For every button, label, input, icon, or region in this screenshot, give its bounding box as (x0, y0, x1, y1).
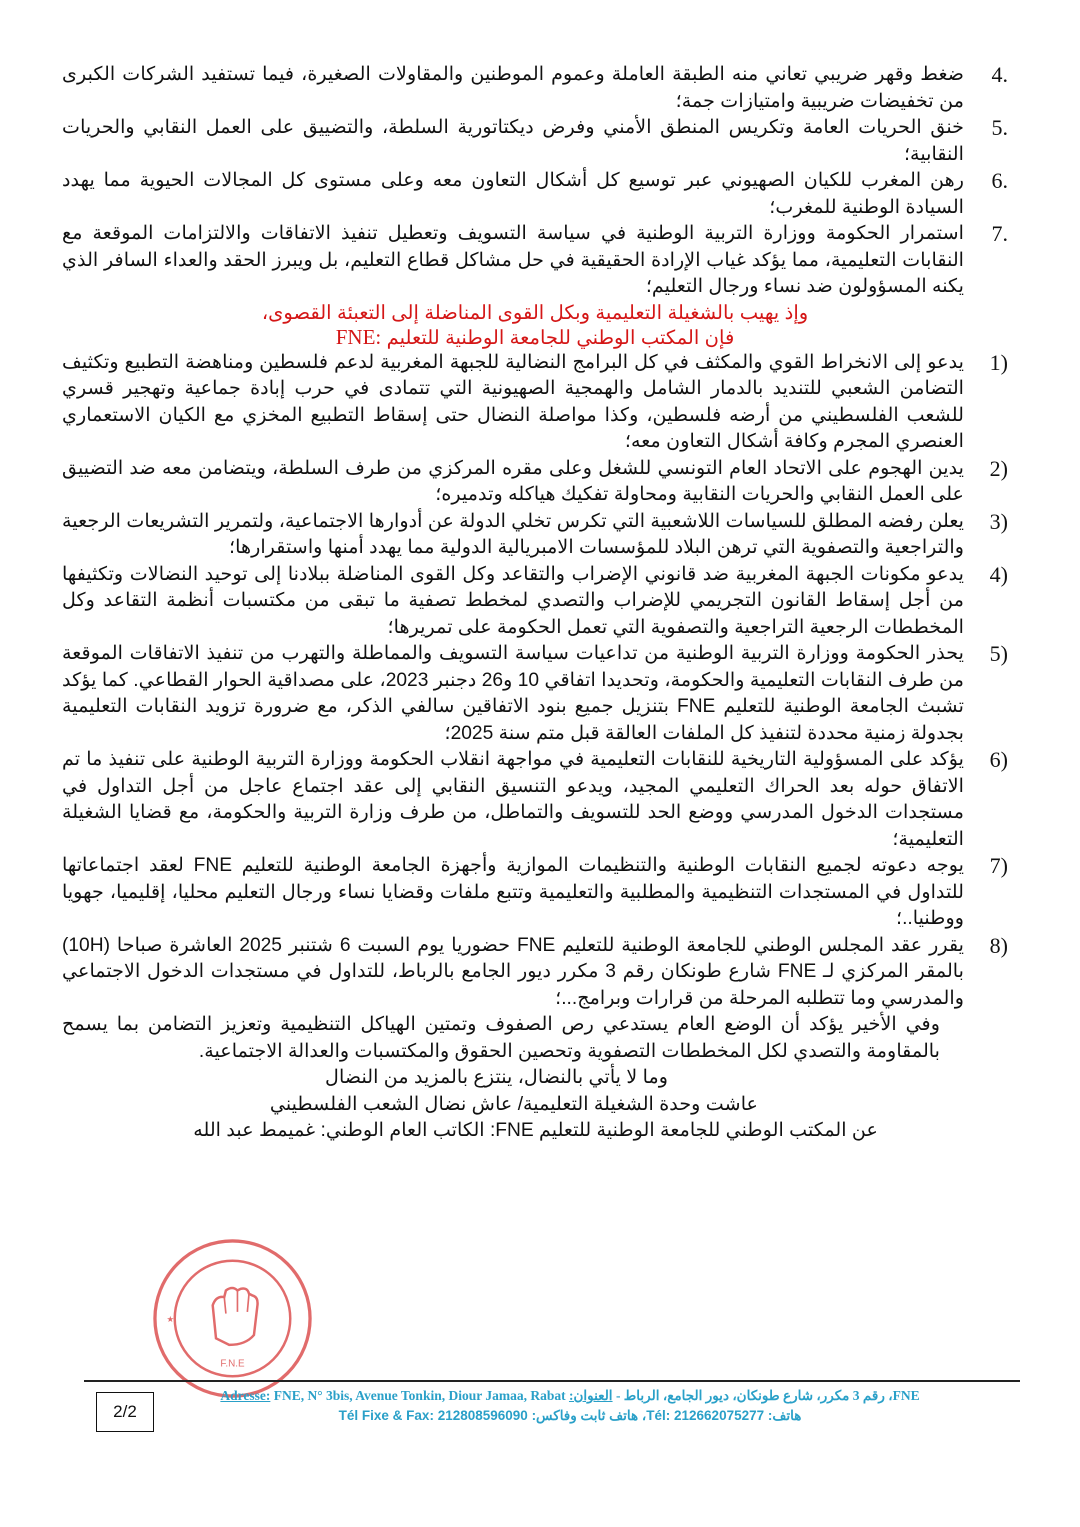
item-text: يحذر الحكومة ووزارة التربية الوطنية من تداعيات سياسة التسويف والمماطلة والتهرب من تنفيذ الاتفاقات الموقعة من طرف النقابات التعليمية والحكومة، وتحديدا اتفاقي 10 و26 دجنبر 2023، على مصداقية الحوار القطاعي. كما يؤكد تشبث الجامعة الوطنية للتعليم FNE بتنزيل جميع بنود الاتفاقين سالفي الذكر، مع ضرورة تزويد النقابات التعليمية بجدولة زمنية محددة لتنفيذ كل الملفات العالقة قبل متم سنة 2025؛ (62, 643, 964, 744)
grievance-item (62, 115, 1008, 168)
grievance-item (62, 168, 1008, 221)
stamp-star-icon: ★ (166, 1314, 174, 1324)
item-text: يقرر عقد المجلس الوطني للجامعة الوطنية للتعليم FNE حضوريا يوم السبت 6 شتنبر 2025 العاشرة صباحا (10H) بالمقر المركزي لـ FNE شارع طونكان رقم 3 مكرر ديور الجامع بالرباط، للتداول في مستجدات الدخول الاجتماعي والمدرسي وما تتطلبه المرحلة من قرارات وبرامج...؛ (62, 934, 964, 1009)
item-number: 4. (991, 62, 1008, 87)
address-ar: FNE، رقم 3 مكرر، شارع طونكان، ديور الجامع، الرباط - (615, 1388, 920, 1403)
item-number: 4) (989, 561, 1008, 587)
grievance-item (62, 221, 1008, 301)
red-heading-fne: FNE: (335, 324, 382, 349)
item-number: 3) (989, 508, 1008, 534)
resolution-item (62, 853, 1008, 933)
item-number: 7. (991, 221, 1008, 246)
fist-fingers-icon (224, 1290, 249, 1313)
item-text: ضغط وقهر ضريبي تعاني منه الطبقة العاملة وعموم الموطنين والمقاولات الصغيرة، فيما تستفيد الشركات الكبرى من تخفيضات ضريبية وامتيازات جمة؛ (62, 64, 964, 112)
resolution-item (62, 456, 1008, 509)
item-text: يدين الهجوم على الاتحاد العام التونسي للشغل وعلى مقره المركزي من طرف السلطة، ويتضامن معه ضد التضييق على العمل النقابي والحريات النقابية ومحاولة تفكيك هياكله وتدميره؛ (62, 457, 964, 505)
resolution-item (62, 747, 1008, 853)
page-number: 2/2 (96, 1392, 154, 1432)
item-number: 2) (989, 455, 1008, 481)
red-heading-line1: وإذ يهيب بالشغيلة التعليمية وبكل القوى المناضلة إلى التعبئة القصوى، (261, 301, 809, 324)
address-fr: FNE, N° 3bis, Avenue Tonkin, Diour Jamaa, Rabat (273, 1388, 566, 1403)
closing-slogan-2: عاشت وحدة الشغيلة التعليمية/ عاش نضال الشعب الفلسطيني (269, 1093, 758, 1115)
item-text: رهن المغرب للكيان الصهيوني عبر توسيع كل أشكال التعاون معه وعلى مستوى كل المجالات الحيوية مما يهدد السيادة الوطنية للمغرب؛ (62, 170, 964, 218)
resolution-item (62, 350, 1008, 456)
item-text: استمرار الحكومة ووزارة التربية الوطنية في سياسة التسويف وتعطيل تنفيذ الاتفاقات والالتزامات الموقعة مع النقابات التعليمية، مما يؤكد غياب الإرادة الحقيقية في حل مشاكل قطاع التعليم، بل ويبرز الحقد والعداء السافر الذي يكنه المسؤولون ضد نساء ورجال التعليم؛ (62, 223, 964, 297)
resolution-item (62, 933, 1008, 1013)
grievance-item (62, 62, 1008, 115)
resolution-item (62, 509, 1008, 562)
closing-paragraph: وفي الأخير يؤكد أن الوضع العام يستدعي رص الصفوف وتمتين الهياكل التنظيمية وتعزيز التضامن بما يسمح بالمقاومة والتصدي لكل المخططات التصفوية وتحصين الحقوق والمكتسبات والعدالة الاجتماعية. (62, 1014, 940, 1062)
item-text: يدعو إلى الانخراط القوي والمكثف في كل البرامج النضالية للجبهة المغربية لدعم فلسطين ومناهضة التطبيع وتكثيف التضامن الشعبي للتنديد بالدمار الشامل والهمجية الصهيونية التي تتمادى في حرب إبادة جماعية وتهجير قسري للشعب الفلسطيني من أرضه فلسطين، وكذا مواصلة النضال حتى إسقاط التطبيع المخزي مع الكيان الاستعماري العنصري المجرم وكافة أشكال التعاون معه؛ (62, 351, 964, 452)
red-heading (62, 301, 1008, 350)
phone-line: هاتف: 212662075277 :Tél، هاتف ثابت وفاكس: 212808596090 :Tél Fixe & Fax (338, 1408, 802, 1423)
red-heading-line2 (62, 325, 1008, 350)
closing-slogan-1: وما لا يأتي بالنضال، ينتزع بالمزيد من النضال (325, 1067, 668, 1088)
item-text: يوجه دعوته لجميع النقابات الوطنية والتنظيمات الموازية وأجهزة الجامعة الوطنية للتعليم FNE لعقد اجتماعاتها للتداول في المستجدات التنظيمية والمطلبية والتعليمية وتتبع ملفات وقضايا نساء ورجال التعليم محليا، إقليميا، جهويا ووطنيا..؛ (62, 855, 964, 929)
address-line (160, 1386, 980, 1406)
signature-line: عن المكتب الوطني للجامعة الوطنية للتعليم FNE: الكاتب العام الوطني: غميمط عبد الله (193, 1120, 878, 1141)
grievances-list (62, 62, 1008, 301)
item-text: يعلن رفضه المطلق للسياسات اللاشعبية التي تكرس تخلي الدولة عن أدوارها الاجتماعية، ولتمرير التشريعات الرجعية والتراجعية والتصفوية التي ترهن البلاد للمؤسسات الامبريالية الدولية مما يهدد أمنها واستقرارها؛ (62, 510, 964, 558)
item-number: 1) (989, 349, 1008, 375)
resolution-item (62, 562, 1008, 642)
item-number: 8) (989, 932, 1008, 958)
item-number: 5) (989, 641, 1008, 666)
closing-section (62, 1012, 1008, 1145)
address-fr-group (220, 1388, 569, 1403)
item-text: خنق الحريات العامة وتكريس المنطق الأمني وفرض ديكتاتورية السلطة، والتضييق على العمل النقابي والحريات النقابية؛ (62, 117, 964, 165)
address-ar-group (569, 1388, 920, 1403)
stamp-center-label: F.N.E (220, 1358, 245, 1370)
organization-stamp (150, 1236, 315, 1401)
document-body (62, 62, 1008, 1145)
item-number: 6. (991, 168, 1008, 193)
resolution-item (62, 641, 1008, 747)
item-text: يؤكد على المسؤولية التاريخية للنقابات التعليمية في مواجهة انقلاب الحكومة ووزارة التربية الوطنية على تنفيذ ما تم الاتفاق حوله بعد الحراك التعليمي المجيد، ويدعو التنسيق النقابي إلى عقد اجتماع عاجل من أجل التداول في مستجدات الدخول المدرسي ووضع الحد للتسويف والتماطل، من طرف وزارة التربية والحكومة، مع قضايا الشغيلة التعليمية؛ (62, 749, 964, 850)
item-text: يدعو مكونات الجبهة المغربية ضد قانوني الإضراب والتقاعد وكل القوى المناضلة ببلادنا إلى توحيد النضالات وتكثيفها من أجل إسقاط القانون التجريمي للإضراب والتصدي لمخطط تصفية ما تبقى من مكتسبات أنظمة التقاعد وكل المخططات الرجعية التراجعية والتصفوية التي تعمل الحكومة على تمريرها؛ (62, 563, 964, 638)
footer-address (160, 1386, 980, 1426)
footer-divider (84, 1380, 1020, 1382)
address-label-ar: العنوان: (568, 1388, 613, 1403)
resolutions-list (62, 350, 1008, 1013)
item-number: 5. (991, 115, 1008, 140)
fist-icon (213, 1288, 258, 1345)
address-label-fr: Adresse: (220, 1388, 271, 1403)
stamp-outer-ring (155, 1241, 310, 1396)
red-heading-line2-text: فإن المكتب الوطني للجامعة الوطنية للتعليم (386, 326, 735, 349)
item-number: 6) (989, 747, 1008, 772)
item-number: 7) (989, 853, 1008, 878)
